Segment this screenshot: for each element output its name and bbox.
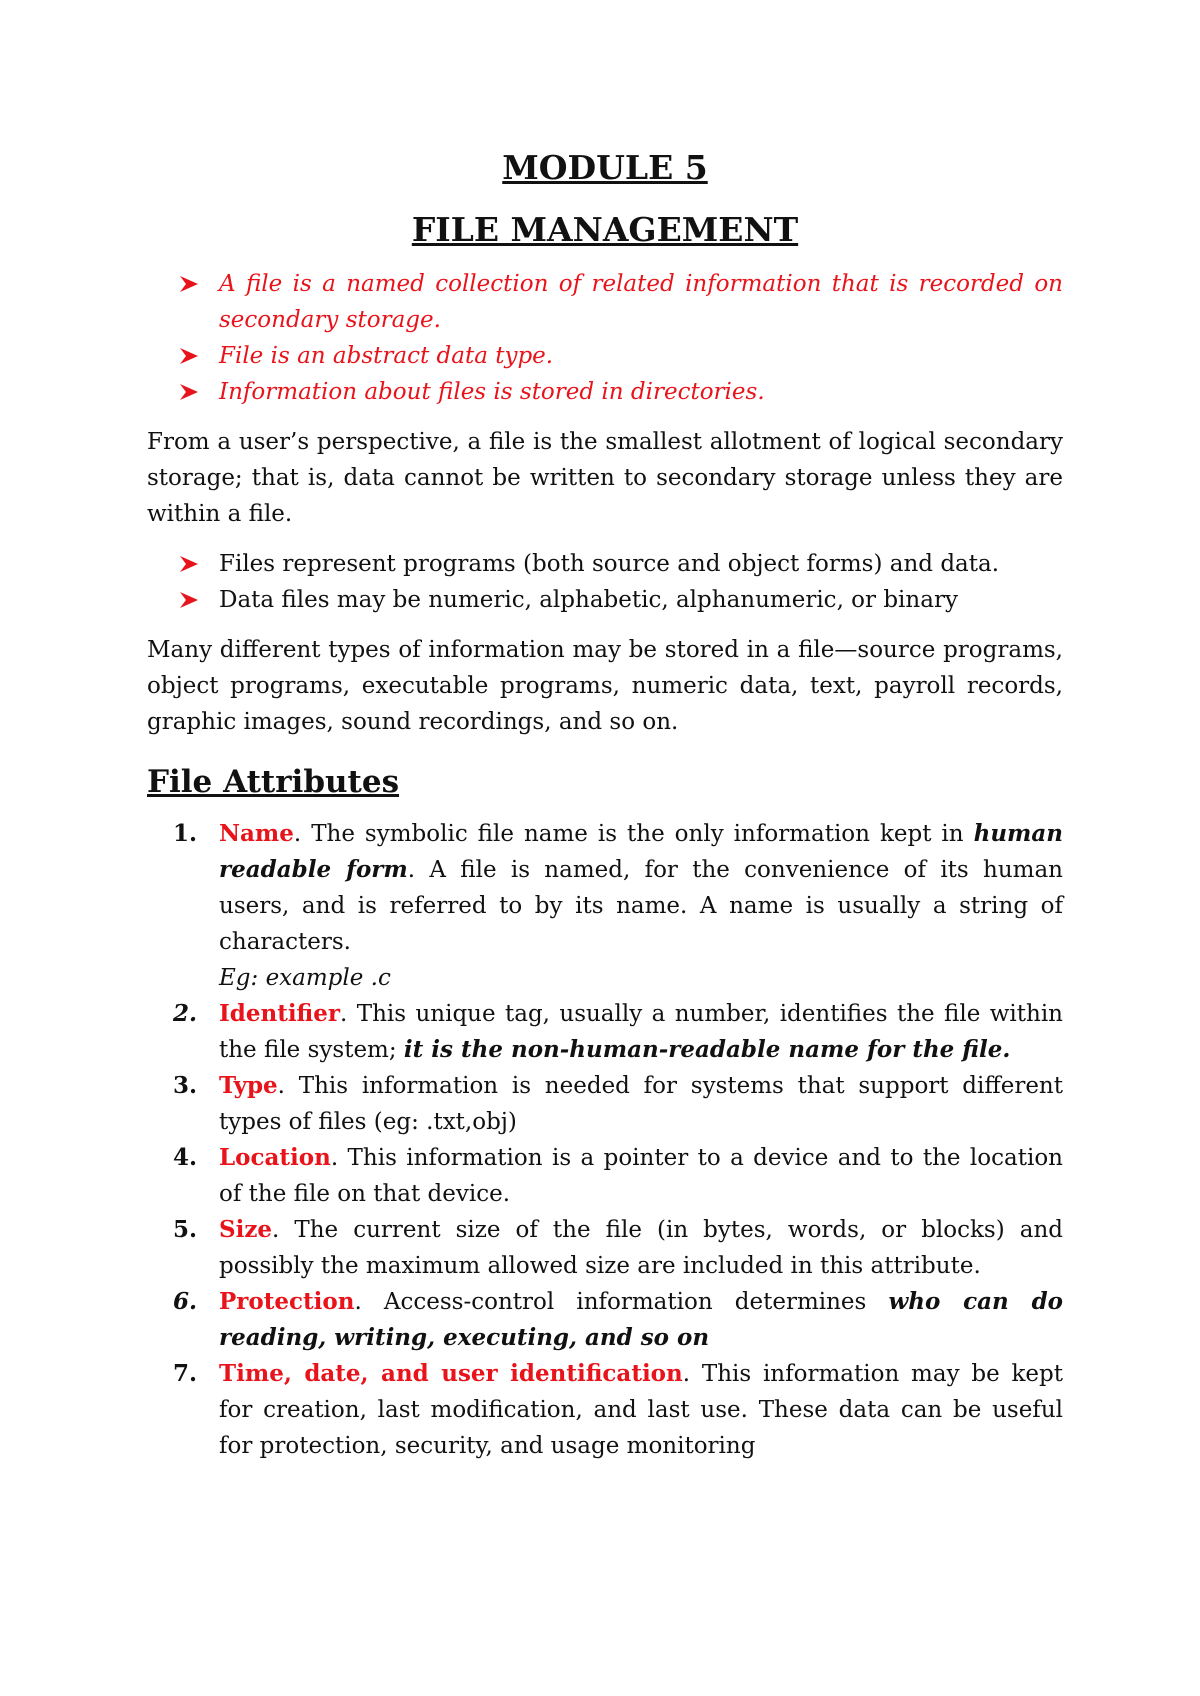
arrow-bullet-icon — [179, 546, 205, 573]
intro-bullet — [147, 338, 1063, 374]
page-content — [147, 148, 1063, 1464]
intro-bullet-text: Information about files is stored in directories. — [219, 379, 765, 405]
attribute-example: Eg: example .c — [219, 965, 391, 991]
attribute-term: Location — [219, 1144, 331, 1171]
attribute-text: . The current size of the file (in bytes, words, or blocks) and possibly the maximum allowed size are included in this attribute. — [219, 1217, 1063, 1279]
attribute-item-location — [147, 1140, 1063, 1212]
attribute-item-type — [147, 1068, 1063, 1140]
arrow-bullet-icon — [179, 374, 205, 401]
attribute-emphasis: it is the non-human-readable name for the file. — [403, 1036, 1011, 1063]
section-title: FILE MANAGEMENT — [411, 210, 799, 249]
bullet-item — [147, 546, 1063, 582]
attribute-text: . Access-control information determines — [354, 1289, 889, 1315]
item-number: 4. — [173, 1144, 198, 1171]
attribute-term: Type — [219, 1072, 278, 1099]
attribute-text: . This information is a pointer to a device and to the location of the file on that device. — [219, 1145, 1063, 1207]
intro-bullet-list — [147, 266, 1063, 410]
attribute-text: . This information may be kept for creation, last modification, and last use. These data can be useful for protection, security, and usage monitoring — [219, 1361, 1063, 1459]
attribute-term: Size — [219, 1216, 273, 1243]
item-number: 7. — [173, 1360, 198, 1387]
attribute-item-protection — [147, 1284, 1063, 1356]
item-number: 3. — [173, 1072, 198, 1099]
item-number: 6. — [173, 1288, 198, 1315]
arrow-bullet-icon — [179, 582, 205, 609]
paragraph-information-types: Many different types of information may be stored in a file—source programs, object programs, executable programs, numeric data, text, payroll records, graphic images, sound recordings, and so on. — [147, 637, 1063, 735]
attribute-item-name — [147, 816, 1063, 996]
attribute-item-time-date-user — [147, 1356, 1063, 1464]
attribute-term: Protection — [219, 1288, 355, 1315]
attribute-emphasis: who can do reading, writing, executing, and so on — [219, 1288, 1063, 1351]
file-attributes-heading: File Attributes — [147, 764, 400, 800]
intro-bullet — [147, 374, 1063, 410]
item-number: 2. — [173, 1000, 198, 1027]
bullet-text: Files represent programs (both source and object forms) and data. — [219, 551, 1000, 577]
attribute-text: . This unique tag, usually a number, identifies the file within the file system; — [219, 1001, 1063, 1063]
attribute-emphasis: human readable form — [219, 820, 1063, 883]
intro-bullet-text: File is an abstract data type. — [219, 343, 554, 369]
attribute-term: Identifier — [219, 1000, 341, 1027]
file-types-bullet-list — [147, 546, 1063, 618]
intro-bullet-text: A file is a named collection of related information that is recorded on secondary storage. — [219, 271, 1063, 333]
attribute-text-continued: . A file is named, for the convenience of its human users, and is referred to by its name. A name is usually a string of characters. — [219, 857, 1063, 955]
intro-bullet — [147, 266, 1063, 338]
bullet-text: Data files may be numeric, alphabetic, alphanumeric, or binary — [219, 587, 958, 613]
attribute-text: . The symbolic file name is the only information kept in — [293, 821, 974, 847]
item-number: 1. — [173, 820, 198, 847]
attribute-term: Name — [219, 820, 294, 847]
file-attributes-list — [147, 816, 1063, 1464]
paragraph-user-perspective: From a user’s perspective, a file is the smallest allotment of logical secondary storage; that is, data cannot be written to secondary storage unless they are within a file. — [147, 429, 1063, 527]
bullet-item — [147, 582, 1063, 618]
attribute-item-identifier — [147, 996, 1063, 1068]
item-number: 5. — [173, 1216, 198, 1243]
module-title: MODULE 5 — [502, 148, 708, 187]
attribute-item-size — [147, 1212, 1063, 1284]
arrow-bullet-icon — [179, 266, 205, 293]
arrow-bullet-icon — [179, 338, 205, 365]
attribute-term: Time, date, and user identification — [219, 1360, 683, 1387]
attribute-text: . This information is needed for systems that support different types of files (eg: .txt,obj) — [219, 1073, 1063, 1135]
